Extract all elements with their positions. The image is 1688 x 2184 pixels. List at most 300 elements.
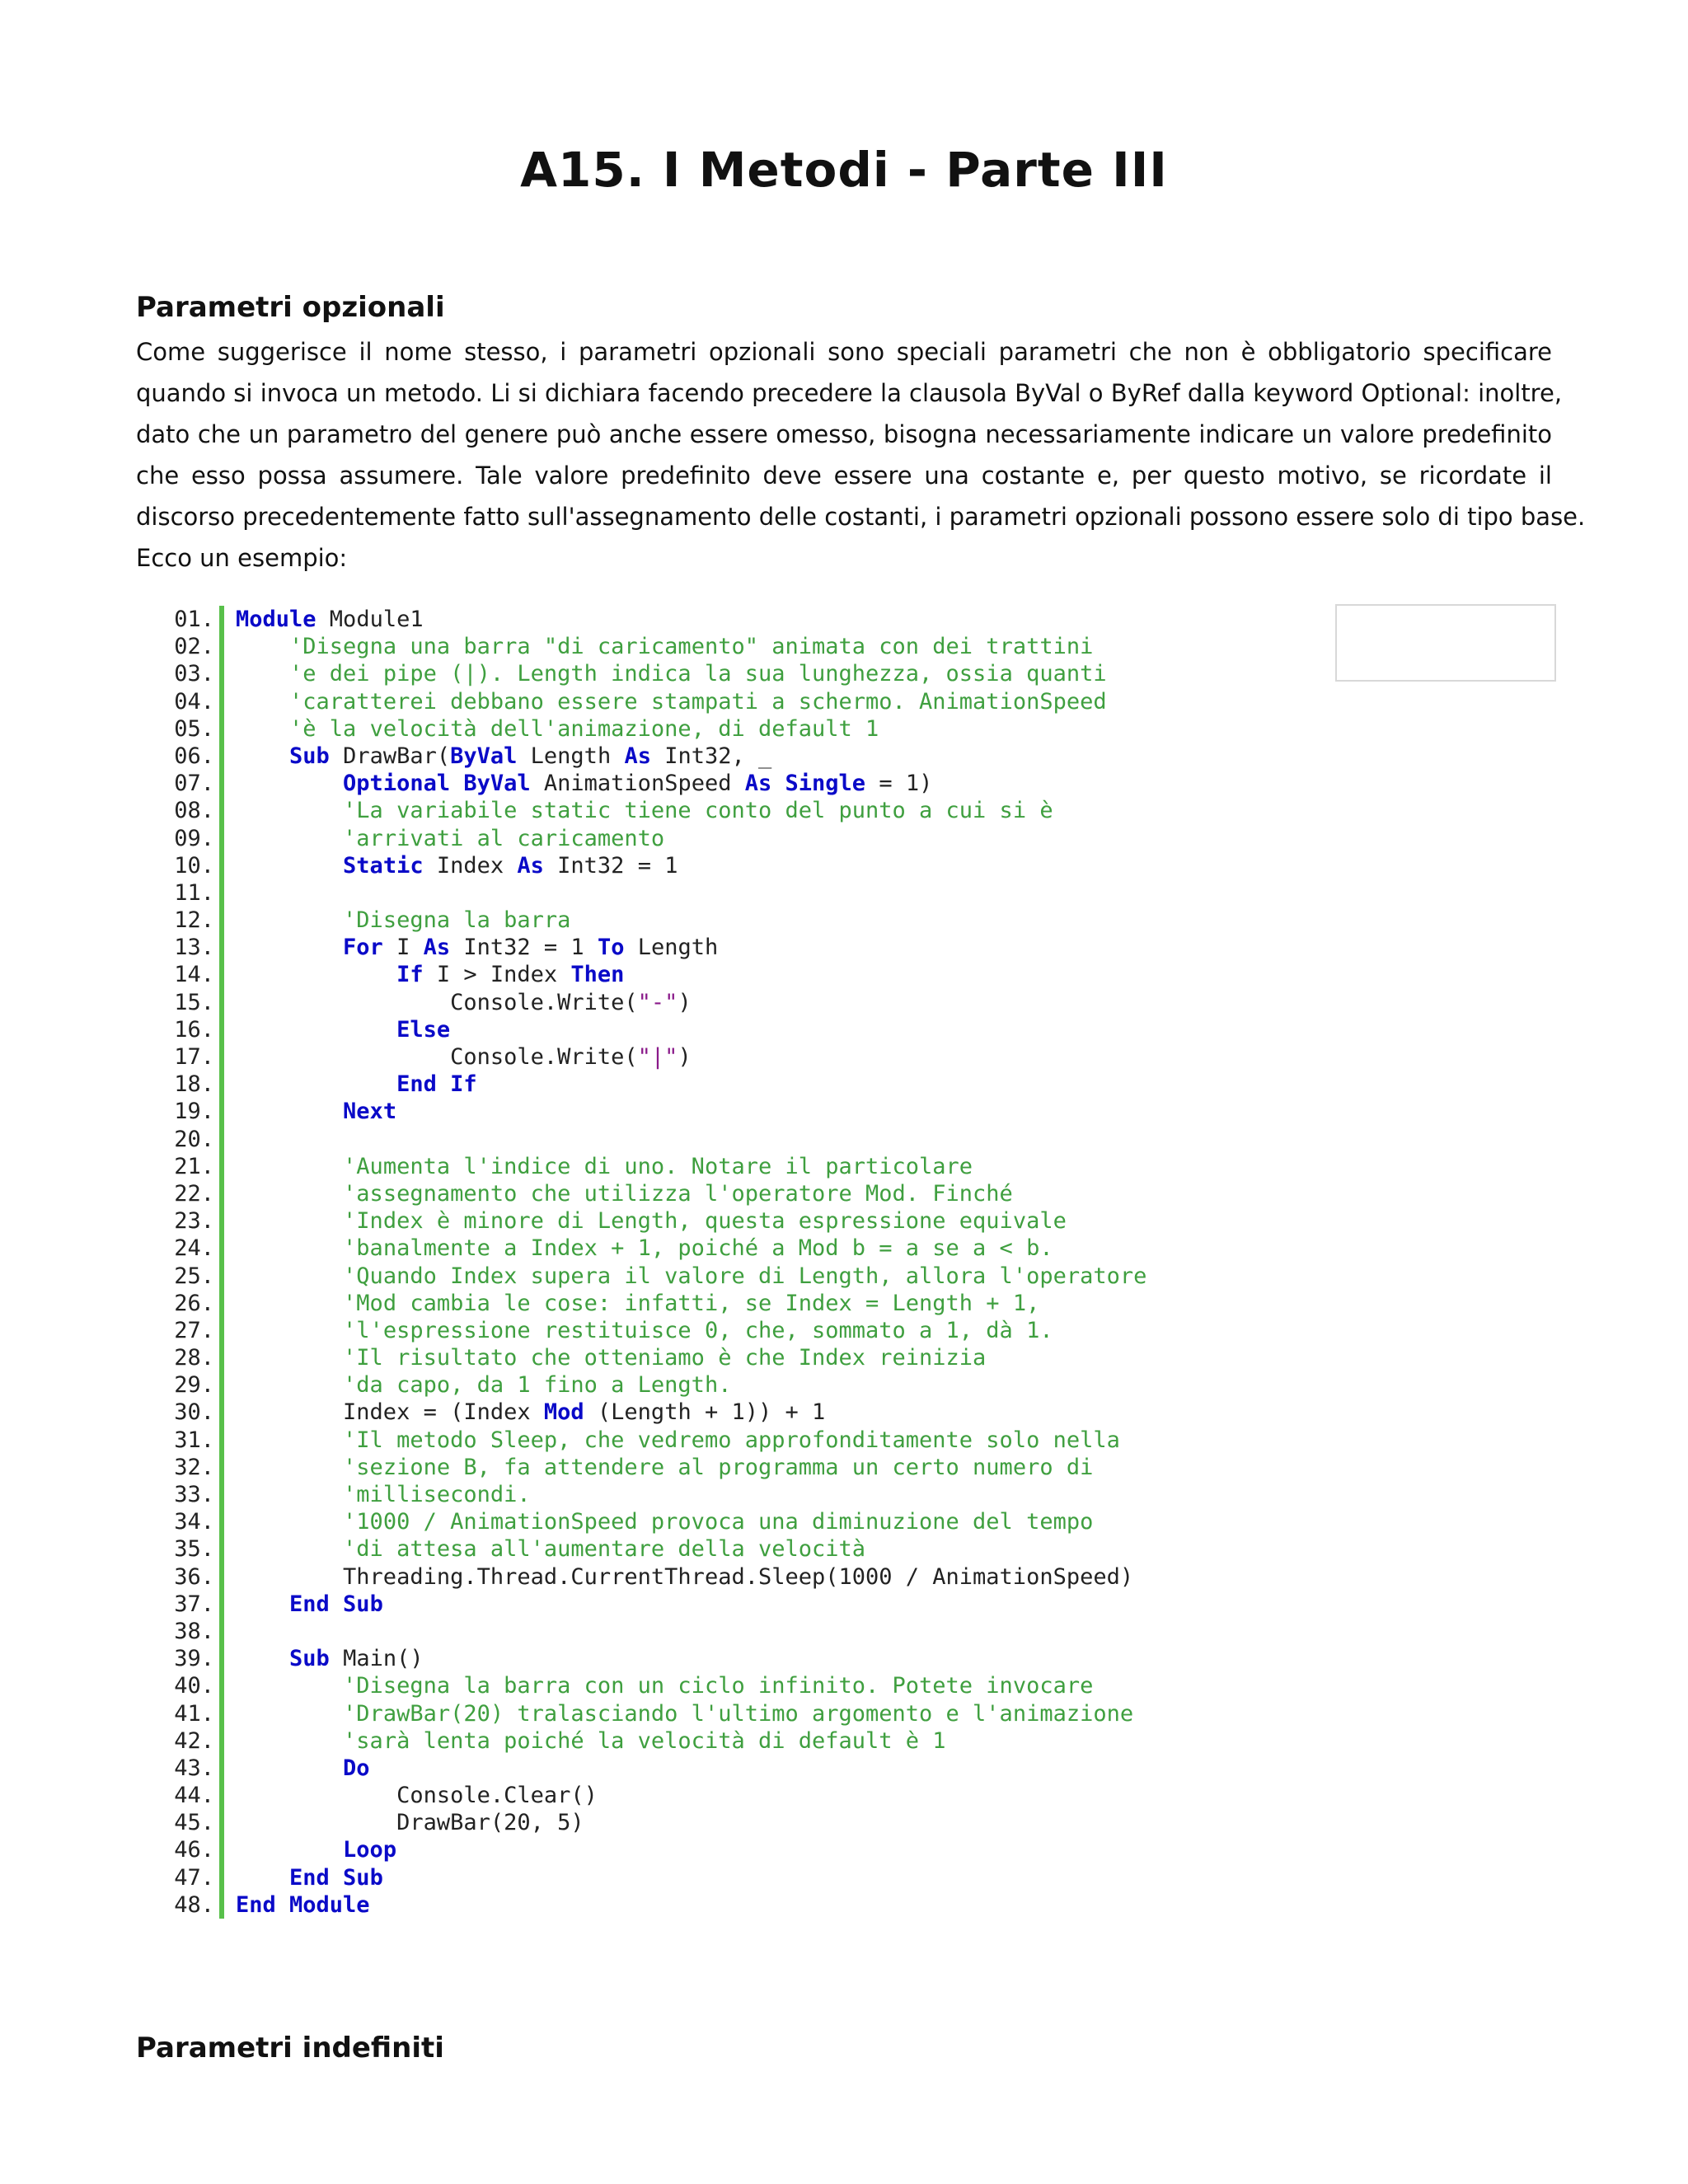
code-keyword: To xyxy=(597,935,625,961)
code-token: ) xyxy=(678,1044,692,1070)
paragraph-line: Come suggerisce il nome stesso, i parametri opzionali sono speciali parametri che non è obbligatorio specificare xyxy=(136,338,1552,366)
code-token xyxy=(236,1509,343,1535)
code-keyword: ByVal xyxy=(463,771,531,797)
line-number: 33. xyxy=(174,1482,214,1507)
code-gutter-bar xyxy=(219,1180,224,1207)
line-number: 32. xyxy=(174,1454,214,1480)
line-number: 15. xyxy=(174,989,214,1015)
code-token: DrawBar(20, 5) xyxy=(236,1810,584,1836)
code-token: Length xyxy=(517,743,625,769)
code-text xyxy=(236,1344,986,1371)
code-text xyxy=(236,1180,1013,1207)
code-text xyxy=(236,1371,731,1399)
code-line xyxy=(148,715,1146,743)
code-gutter-bar xyxy=(219,907,224,934)
code-text xyxy=(236,1645,424,1672)
code-comment: 'l'espressione restituisce 0, che, sommato a 1, dà 1. xyxy=(343,1317,1053,1343)
code-token xyxy=(236,853,343,879)
code-line xyxy=(148,743,1146,770)
code-line xyxy=(148,1263,1146,1290)
code-line xyxy=(148,1427,1146,1454)
line-number: 44. xyxy=(174,1783,214,1809)
code-gutter-bar xyxy=(219,1126,224,1153)
code-text xyxy=(236,1755,370,1782)
code-comment: 'Quando Index supera il valore di Length, allora l'operatore xyxy=(343,1263,1147,1289)
code-gutter-bar xyxy=(219,1481,224,1508)
code-gutter-bar xyxy=(219,715,224,743)
code-line xyxy=(148,1727,1146,1755)
line-number: 43. xyxy=(174,1755,214,1781)
code-token: Index xyxy=(423,852,518,879)
code-text xyxy=(236,1071,477,1098)
code-comment: 'è la velocità dell'animazione, di default 1 xyxy=(289,715,879,742)
code-keyword: End If xyxy=(396,1071,477,1098)
line-number: 17. xyxy=(174,1044,214,1070)
code-comment: 'Mod cambia le cose: infatti, se Index = Length + 1, xyxy=(343,1290,1040,1316)
code-line xyxy=(148,1645,1146,1672)
section-heading-undefined-parameters: Parametri indefiniti xyxy=(136,2032,444,2064)
code-token xyxy=(236,1263,343,1289)
code-text xyxy=(236,1809,584,1836)
code-text xyxy=(236,825,664,852)
code-gutter-bar xyxy=(219,1727,224,1755)
code-line xyxy=(148,1809,1146,1836)
paragraph-line: Ecco un esempio: xyxy=(136,544,348,572)
code-token xyxy=(236,1536,343,1562)
line-number: 19. xyxy=(174,1099,214,1125)
code-keyword: End Sub xyxy=(289,1591,383,1617)
code-keyword: For xyxy=(343,935,383,961)
code-token xyxy=(236,1427,343,1453)
code-token xyxy=(236,689,289,715)
line-number: 25. xyxy=(174,1263,214,1289)
code-gutter-bar xyxy=(219,1618,224,1645)
code-line xyxy=(148,989,1146,1016)
code-token: AnimationSpeed xyxy=(530,771,745,797)
code-gutter-bar xyxy=(219,1153,224,1180)
line-number: 13. xyxy=(174,935,214,961)
code-gutter-bar xyxy=(219,879,224,907)
code-line xyxy=(148,852,1146,879)
code-line xyxy=(148,606,1146,633)
code-gutter-bar xyxy=(219,797,224,824)
code-text xyxy=(236,715,879,743)
code-token: ) xyxy=(678,989,692,1015)
code-keyword: Else xyxy=(396,1016,451,1043)
code-token xyxy=(236,1701,343,1727)
code-text xyxy=(236,1454,1093,1481)
code-gutter-bar xyxy=(219,1016,224,1043)
code-text xyxy=(236,1235,1053,1262)
line-number: 39. xyxy=(174,1646,214,1672)
code-text xyxy=(236,907,570,934)
code-token xyxy=(236,661,289,687)
code-token: Main() xyxy=(329,1646,424,1672)
code-line xyxy=(148,1891,1146,1919)
line-number: 09. xyxy=(174,825,214,851)
code-keyword: End Sub xyxy=(289,1864,383,1891)
code-text xyxy=(236,1591,383,1618)
code-gutter-bar xyxy=(219,1864,224,1891)
code-keyword: Next xyxy=(343,1099,397,1125)
code-line xyxy=(148,1535,1146,1563)
code-text xyxy=(236,1263,1146,1290)
line-number: 18. xyxy=(174,1071,214,1098)
code-line xyxy=(148,934,1146,961)
code-keyword: Then xyxy=(570,962,625,988)
code-gutter-bar xyxy=(219,1535,224,1563)
code-token xyxy=(236,716,289,742)
code-gutter-bar xyxy=(219,989,224,1016)
code-token xyxy=(236,1345,343,1371)
code-token xyxy=(236,1755,343,1781)
code-line xyxy=(148,633,1146,660)
code-comment: 'di attesa all'aumentare della velocità xyxy=(343,1536,866,1563)
code-gutter-bar xyxy=(219,1755,224,1782)
code-comment: 'sarà lenta poiché la velocità di default è 1 xyxy=(343,1727,946,1754)
code-gutter-bar xyxy=(219,1563,224,1591)
code-text xyxy=(236,1153,973,1180)
code-gutter-bar xyxy=(219,743,224,770)
code-gutter-bar xyxy=(219,1591,224,1618)
code-line xyxy=(148,1290,1146,1317)
code-token: = 1) xyxy=(865,771,933,797)
code-token xyxy=(236,1291,343,1316)
line-number: 38. xyxy=(174,1618,214,1644)
line-number: 08. xyxy=(174,798,214,824)
line-number: 02. xyxy=(174,634,214,660)
line-number: 14. xyxy=(174,962,214,988)
code-token: Module1 xyxy=(316,607,424,632)
paragraph-line: discorso precedentemente fatto sull'assegnamento delle costanti, i parametri opzionali possono essere solo di tipo base. xyxy=(136,503,1586,531)
code-token: Console.Write( xyxy=(236,989,638,1015)
code-text xyxy=(236,633,1093,660)
code-comment: 'sezione B, fa attendere al programma un certo numero di xyxy=(343,1454,1094,1480)
code-text xyxy=(236,1290,1039,1317)
code-keyword: Static xyxy=(343,852,424,879)
code-token: Threading.Thread.CurrentThread.Sleep(1000 / AnimationSpeed) xyxy=(236,1563,1134,1590)
code-gutter-bar xyxy=(219,1371,224,1399)
code-token xyxy=(236,935,343,960)
code-text xyxy=(236,1891,370,1919)
code-text xyxy=(236,1098,396,1125)
code-line xyxy=(148,1672,1146,1699)
code-keyword: Single xyxy=(785,771,866,797)
code-line xyxy=(148,688,1146,715)
code-gutter-bar xyxy=(219,770,224,797)
code-gutter-bar xyxy=(219,1263,224,1290)
line-number: 45. xyxy=(174,1810,214,1836)
code-token xyxy=(236,771,343,796)
code-gutter-bar xyxy=(219,825,224,852)
line-number: 35. xyxy=(174,1536,214,1563)
code-text xyxy=(236,743,771,770)
line-number: 34. xyxy=(174,1509,214,1535)
code-gutter-bar xyxy=(219,1672,224,1699)
code-keyword: Module xyxy=(236,607,316,632)
code-token xyxy=(236,1208,343,1234)
code-token: (Length + 1)) + 1 xyxy=(584,1399,826,1426)
code-gutter-bar xyxy=(219,1782,224,1809)
code-token xyxy=(771,771,785,796)
code-line xyxy=(148,660,1146,687)
code-gutter-bar xyxy=(219,660,224,687)
line-number: 47. xyxy=(174,1864,214,1891)
code-token xyxy=(236,1646,289,1671)
code-line xyxy=(148,1235,1146,1262)
code-token xyxy=(236,1099,343,1124)
line-number: 28. xyxy=(174,1345,214,1371)
code-comment: 'Il metodo Sleep, che vedremo approfonditamente solo nella xyxy=(343,1427,1120,1453)
code-line xyxy=(148,1864,1146,1891)
code-gutter-bar xyxy=(219,1645,224,1672)
code-gutter-bar xyxy=(219,688,224,715)
code-line xyxy=(148,1207,1146,1235)
code-text xyxy=(236,660,1107,687)
code-text xyxy=(236,934,718,961)
code-comment: 'millisecondi. xyxy=(343,1482,531,1507)
code-token xyxy=(236,1728,343,1754)
code-text xyxy=(236,1700,1133,1727)
code-text xyxy=(236,1535,865,1563)
code-token xyxy=(236,907,343,933)
code-keyword: Optional xyxy=(343,771,451,797)
code-token xyxy=(236,798,343,823)
line-number: 12. xyxy=(174,907,214,934)
code-text xyxy=(236,1481,531,1508)
line-number: 05. xyxy=(174,715,214,742)
code-comment: 'banalmente a Index + 1, poiché a Mod b = a se a < b. xyxy=(343,1235,1053,1262)
code-token: Console.Clear() xyxy=(236,1783,598,1809)
code-keyword: As xyxy=(744,771,772,797)
line-number: 20. xyxy=(174,1126,214,1152)
code-text xyxy=(236,961,624,988)
code-comment: 'Aumenta l'indice di uno. Notare il particolare xyxy=(343,1153,973,1179)
paragraph-line: quando si invoca un metodo. Li si dichiara facendo precedere la clausola ByVal o ByRef dalla keyword Optional: inoltre, xyxy=(136,379,1563,407)
line-number: 30. xyxy=(174,1399,214,1426)
code-keyword: As xyxy=(423,935,451,961)
code-comment: 'La variabile static tiene conto del punto a cui si è xyxy=(343,798,1053,824)
code-token xyxy=(236,962,396,987)
code-token: DrawBar( xyxy=(329,743,451,769)
code-line xyxy=(148,1454,1146,1481)
code-token: Int32, _ xyxy=(650,743,772,769)
code-comment: 'DrawBar(20) tralasciando l'ultimo argomento e l'animazione xyxy=(343,1700,1134,1727)
line-number: 40. xyxy=(174,1673,214,1699)
code-token xyxy=(236,1837,343,1863)
code-token: Index = (Index xyxy=(236,1399,544,1426)
code-line xyxy=(148,1371,1146,1399)
code-listing xyxy=(148,606,1146,1919)
code-token xyxy=(450,771,463,796)
code-text xyxy=(236,688,1107,715)
code-comment: 'e dei pipe (|). Length indica la sua lunghezza, ossia quanti xyxy=(289,661,1107,687)
code-line xyxy=(148,1782,1146,1809)
line-number: 48. xyxy=(174,1891,214,1918)
code-gutter-bar xyxy=(219,1098,224,1125)
line-number: 21. xyxy=(174,1153,214,1179)
code-text xyxy=(236,852,678,879)
line-number: 07. xyxy=(174,771,214,797)
code-line xyxy=(148,1153,1146,1180)
code-line xyxy=(148,1317,1146,1344)
code-token xyxy=(236,1318,343,1343)
code-text xyxy=(236,1016,450,1043)
code-string: "|" xyxy=(637,1044,678,1070)
code-text xyxy=(236,797,1053,824)
code-token xyxy=(236,1154,343,1179)
code-comment: '1000 / AnimationSpeed provoca una diminuzione del tempo xyxy=(343,1509,1094,1535)
code-line xyxy=(148,1126,1146,1153)
code-token xyxy=(236,1017,396,1043)
code-line xyxy=(148,961,1146,988)
code-line xyxy=(148,1836,1146,1863)
code-gutter-bar xyxy=(219,1700,224,1727)
code-text xyxy=(236,1727,946,1755)
code-line xyxy=(148,1098,1146,1125)
code-line xyxy=(148,1618,1146,1645)
code-token xyxy=(236,1482,343,1507)
code-gutter-bar xyxy=(219,961,224,988)
code-token: Int32 = 1 xyxy=(450,935,598,961)
code-comment: 'Disegna una barra "di caricamento" animata con dei trattini xyxy=(289,634,1094,660)
code-line xyxy=(148,1016,1146,1043)
paragraph-line: che esso possa assumere. Tale valore predefinito deve essere una costante e, per questo motivo, se ricordate il xyxy=(136,462,1552,490)
code-token xyxy=(236,1455,343,1480)
line-number: 01. xyxy=(174,607,214,632)
empty-image-frame xyxy=(1335,604,1556,682)
line-number: 37. xyxy=(174,1591,214,1617)
code-comment: 'arrivati al caricamento xyxy=(343,825,665,851)
code-comment: 'Disegna la barra xyxy=(343,907,571,934)
code-line xyxy=(148,825,1146,852)
code-text xyxy=(236,1672,1093,1699)
code-line xyxy=(148,1508,1146,1535)
line-number: 03. xyxy=(174,661,214,687)
code-keyword: End Module xyxy=(236,1891,370,1918)
line-number: 06. xyxy=(174,743,214,769)
code-token: Int32 = 1 xyxy=(543,852,678,879)
code-line xyxy=(148,1591,1146,1618)
line-number: 27. xyxy=(174,1317,214,1343)
code-token xyxy=(236,826,343,851)
code-text xyxy=(236,1782,598,1809)
code-keyword: Loop xyxy=(343,1837,397,1863)
code-text xyxy=(236,989,692,1016)
code-comment: 'assegnamento che utilizza l'operatore Mod. Finché xyxy=(343,1180,1013,1207)
code-line xyxy=(148,797,1146,824)
code-gutter-bar xyxy=(219,606,224,633)
code-gutter-bar xyxy=(219,1290,224,1317)
code-keyword: Sub xyxy=(289,743,330,769)
code-keyword: If xyxy=(396,962,424,988)
code-gutter-bar xyxy=(219,1043,224,1071)
line-number: 46. xyxy=(174,1837,214,1863)
code-line xyxy=(148,1755,1146,1782)
code-gutter-bar xyxy=(219,1235,224,1262)
code-gutter-bar xyxy=(219,934,224,961)
code-token: Console.Write( xyxy=(236,1044,638,1070)
code-gutter-bar xyxy=(219,1344,224,1371)
code-text xyxy=(236,1207,1067,1235)
code-string: "-" xyxy=(637,989,678,1015)
code-gutter-bar xyxy=(219,1508,224,1535)
code-line xyxy=(148,1399,1146,1426)
code-line xyxy=(148,1180,1146,1207)
code-line xyxy=(148,879,1146,907)
code-line xyxy=(148,1700,1146,1727)
code-token xyxy=(236,1865,289,1891)
code-gutter-bar xyxy=(219,1809,224,1836)
line-number: 10. xyxy=(174,852,214,879)
code-text xyxy=(236,1427,1120,1454)
line-number: 36. xyxy=(174,1563,214,1590)
code-keyword: Sub xyxy=(289,1646,330,1672)
code-gutter-bar xyxy=(219,852,224,879)
code-token xyxy=(236,743,289,769)
code-text xyxy=(236,770,932,797)
code-gutter-bar xyxy=(219,1071,224,1098)
code-token xyxy=(236,1235,343,1261)
code-token xyxy=(236,1372,343,1398)
code-gutter-bar xyxy=(219,1891,224,1919)
code-keyword: As xyxy=(624,743,651,769)
code-keyword: ByVal xyxy=(450,743,518,769)
code-text xyxy=(236,1317,1053,1344)
code-gutter-bar xyxy=(219,633,224,660)
code-comment: 'caratterei debbano essere stampati a schermo. AnimationSpeed xyxy=(289,688,1107,715)
line-number: 16. xyxy=(174,1016,214,1043)
code-gutter-bar xyxy=(219,1836,224,1863)
code-gutter-bar xyxy=(219,1399,224,1426)
code-line xyxy=(148,1344,1146,1371)
code-token xyxy=(236,1673,343,1699)
code-text xyxy=(236,1563,1133,1591)
code-line xyxy=(148,1563,1146,1591)
section-heading-optional-parameters: Parametri opzionali xyxy=(136,291,445,324)
code-keyword: Mod xyxy=(543,1399,584,1426)
code-text xyxy=(236,1399,825,1426)
code-token: I > Index xyxy=(423,962,571,988)
paragraph-optional-parameters xyxy=(136,331,1586,579)
line-number: 11. xyxy=(174,879,214,906)
code-comment: 'da capo, da 1 fino a Length. xyxy=(343,1372,732,1399)
code-comment: 'Disegna la barra con un ciclo infinito. Potete invocare xyxy=(343,1673,1094,1699)
code-line xyxy=(148,1481,1146,1508)
code-token xyxy=(236,1591,289,1617)
code-gutter-bar xyxy=(219,1317,224,1344)
code-text xyxy=(236,1836,396,1863)
code-text xyxy=(236,1043,692,1071)
code-token xyxy=(236,1071,396,1097)
line-number: 41. xyxy=(174,1700,214,1727)
code-text xyxy=(236,606,424,633)
paragraph-line: dato che un parametro del genere può anche essere omesso, bisogna necessariamente indicare un valore predefinito xyxy=(136,420,1552,448)
code-token xyxy=(236,634,289,659)
code-gutter-bar xyxy=(219,1207,224,1235)
code-gutter-bar xyxy=(219,1454,224,1481)
line-number: 31. xyxy=(174,1427,214,1453)
code-gutter-bar xyxy=(219,1427,224,1454)
code-token: Length xyxy=(624,935,719,961)
line-number: 04. xyxy=(174,688,214,715)
page-title: A15. I Metodi - Parte III xyxy=(520,142,1168,198)
code-token xyxy=(236,1181,343,1207)
code-line xyxy=(148,1071,1146,1098)
code-line xyxy=(148,907,1146,934)
line-number: 26. xyxy=(174,1290,214,1316)
code-keyword: As xyxy=(517,852,544,879)
